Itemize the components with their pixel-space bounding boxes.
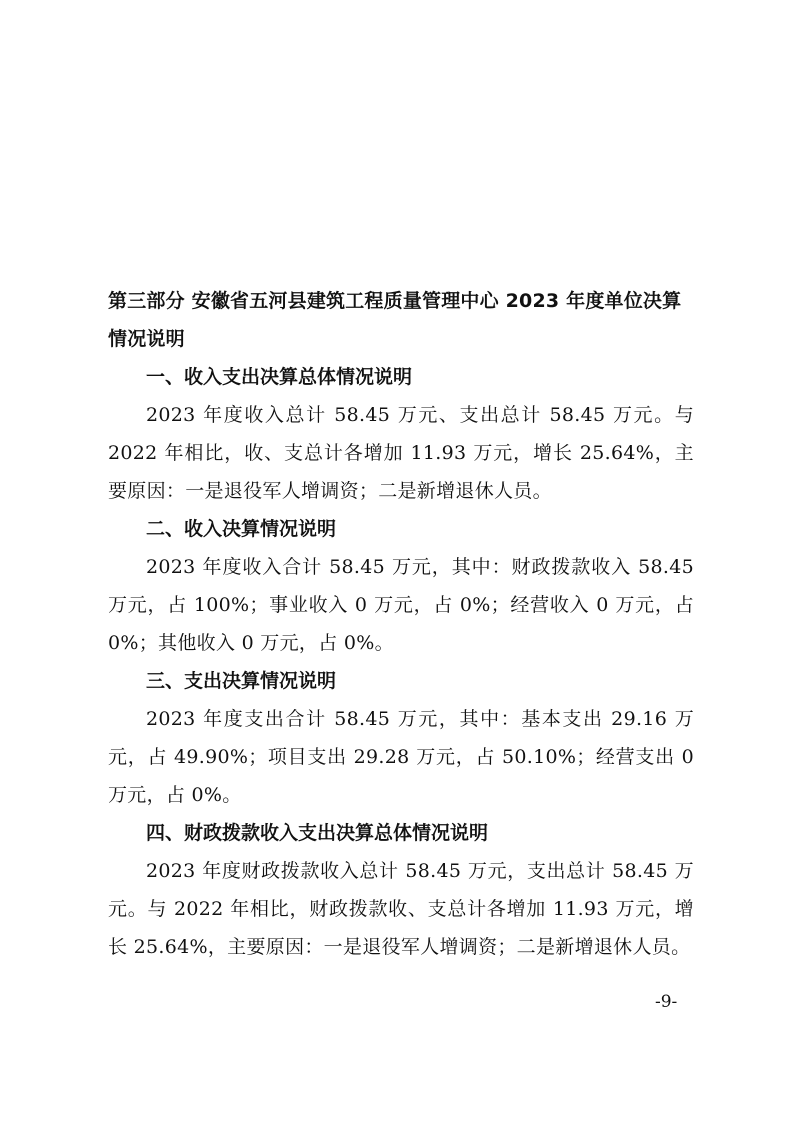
section-heading-fiscal-appropriation: 四、财政拨款收入支出决算总体情况说明 [146,822,489,844]
page-number: -9- [655,992,678,1012]
section-body-income: 2023 年度收入合计 58.45 万元，其中：财政拨款收入 58.45 万元，占 100%；事业收入 0 万元，占 0%；经营收入 0 万元，占 0%；其他收入 0 万元，占 0%。 [108,556,694,654]
document-page [108,282,694,966]
section-body-expenditure: 2023 年度支出合计 58.45 万元，其中：基本支出 29.16 万元，占 49.90%；项目支出 29.28 万元，占 50.10%；经营支出 0 万元，占 0%。 [108,708,694,806]
section-heading-expenditure: 三、支出决算情况说明 [146,670,337,692]
section-body-fiscal-appropriation: 2023 年度财政拨款收入总计 58.45 万元，支出总计 58.45 万元。与 2022 年相比，财政拨款收、支总计各增加 11.93 万元，增长 25.64%，主要原因：一是退役军人增调资；二是新增退休人员。 [108,860,694,958]
section-heading-income: 二、收入决算情况说明 [146,518,337,540]
section-heading-income-expenditure-overview: 一、收入支出决算总体情况说明 [146,366,413,388]
part-title: 第三部分 安徽省五河县建筑工程质量管理中心 2023 年度单位决算情况说明 [108,290,682,350]
section-body-income-expenditure-overview: 2023 年度收入总计 58.45 万元、支出总计 58.45 万元。与 2022 年相比，收、支总计各增加 11.93 万元，增长 25.64%，主要原因：一是退役军人增调资；二是新增退休人员。 [108,404,694,502]
